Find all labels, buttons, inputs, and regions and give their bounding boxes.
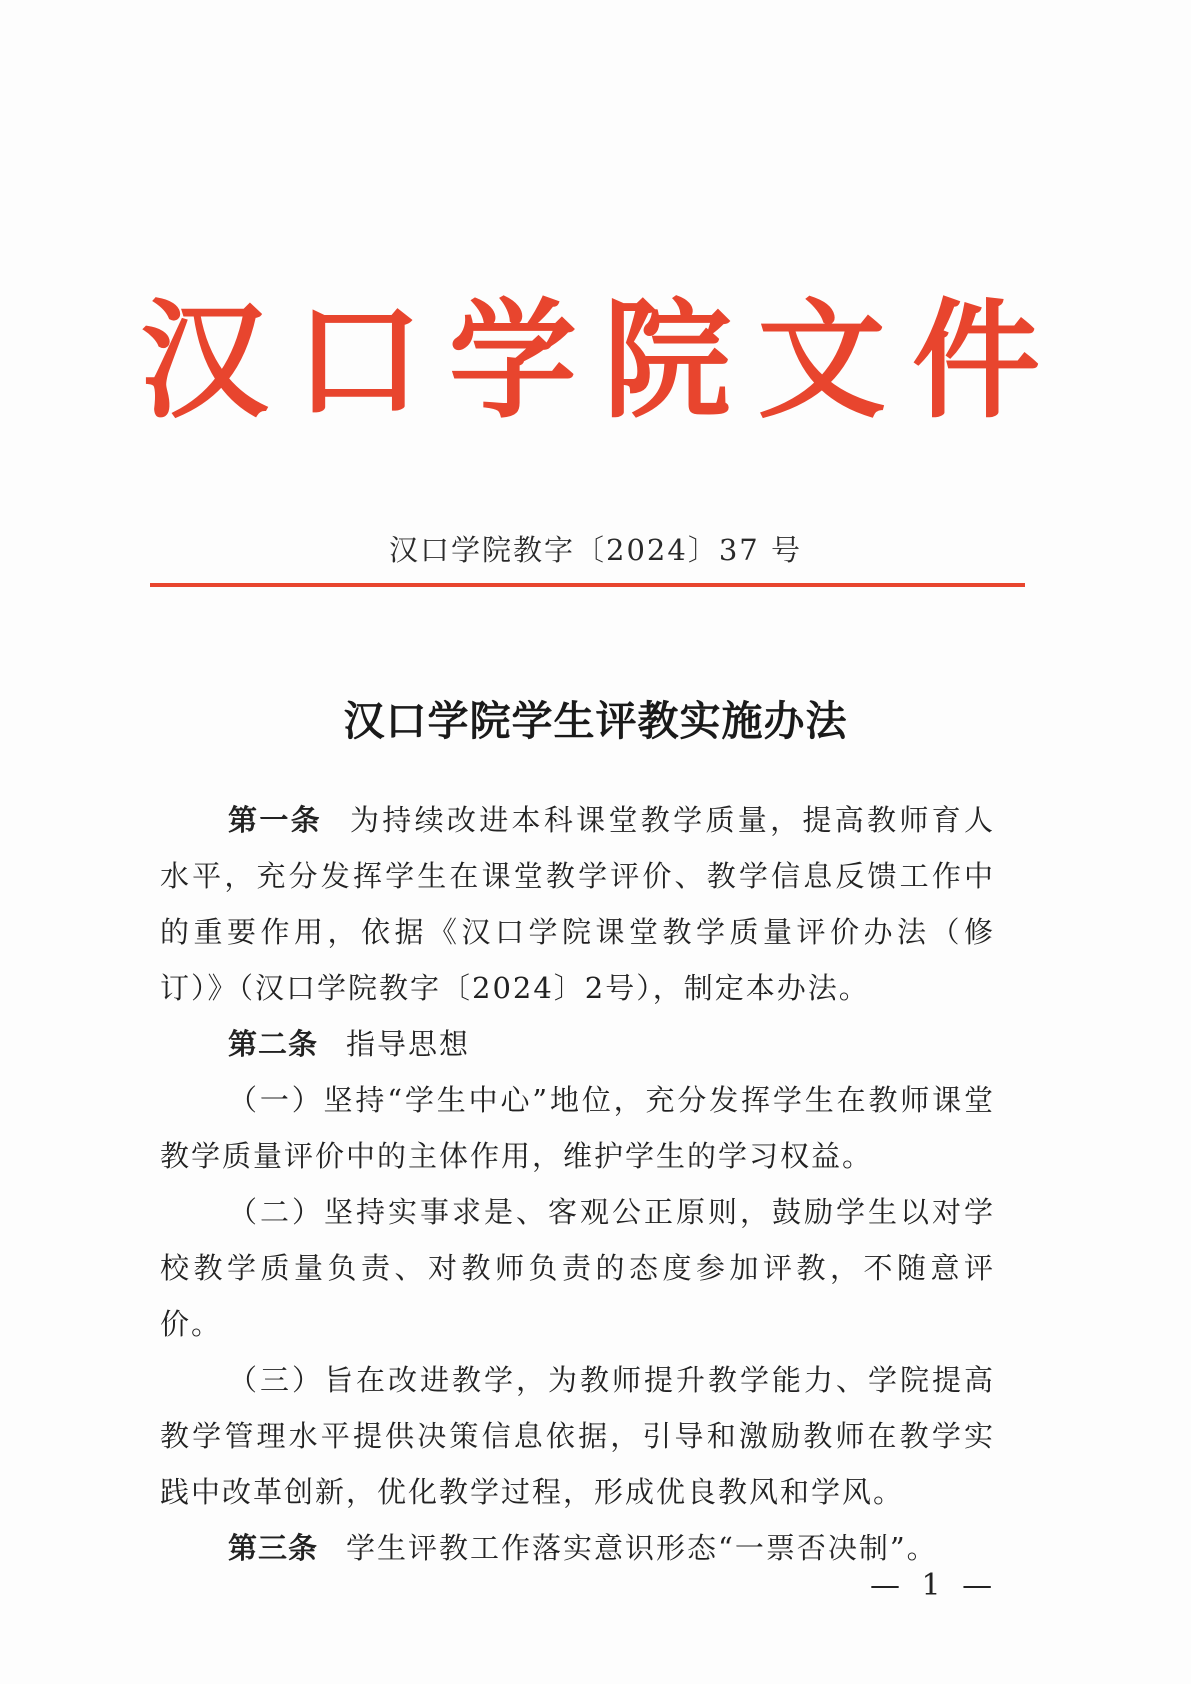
document-title: 汉口学院学生评教实施办法: [343, 697, 848, 745]
paragraph-text: 学生评教工作落实意识形态“一票否决制”。: [346, 1531, 938, 1565]
paragraph-text: 为持续改进本科课堂教学质量，提高教师育人水平，充分发挥学生在课堂教学评价、教学信息反馈工作中的重要作用，依据《汉口学院课堂教学质量评价办法（修订）》（汉口学院教字〔2024〕2号），制定本办法。: [160, 803, 995, 1005]
document-body: [160, 792, 995, 1576]
paragraph-article-2: [160, 1016, 995, 1072]
header-char: 文: [757, 287, 886, 436]
paragraph-item-1: [160, 1072, 995, 1184]
paragraph-article-1: [160, 792, 995, 1016]
article-label: 第二条: [228, 1027, 319, 1061]
paragraph-text: 指导思想: [346, 1027, 471, 1061]
article-label: 第一条: [228, 803, 322, 837]
paragraph-text: （三）旨在改进教学，为教师提升教学能力、学院提高教学管理水平提供决策信息依据，引导和激励教师在教学实践中改革创新，优化教学过程，形成优良教风和学风。: [160, 1363, 995, 1509]
header-char: 件: [911, 287, 1040, 436]
header-char: 院: [603, 287, 732, 436]
document-header-title: [140, 282, 1040, 442]
paragraph-text: （二）坚持实事求是、客观公正原则，鼓励学生以对学校教学质量负责、对教师负责的态度参加评教，不随意评价。: [160, 1195, 995, 1341]
paragraph-item-2: [160, 1184, 995, 1352]
header-char: 汉: [140, 287, 269, 436]
paragraph-item-3: [160, 1352, 995, 1520]
header-char: 口: [294, 287, 423, 436]
red-divider: [150, 583, 1025, 587]
article-label: 第三条: [228, 1531, 319, 1565]
document-number: 汉口学院教字〔2024〕37 号: [389, 533, 802, 567]
header-char: 学: [448, 287, 577, 436]
page-number: — 1 —: [870, 1568, 999, 1603]
paragraph-text: （一）坚持“学生中心”地位，充分发挥学生在教师课堂教学质量评价中的主体作用，维护学生的学习权益。: [160, 1083, 995, 1173]
